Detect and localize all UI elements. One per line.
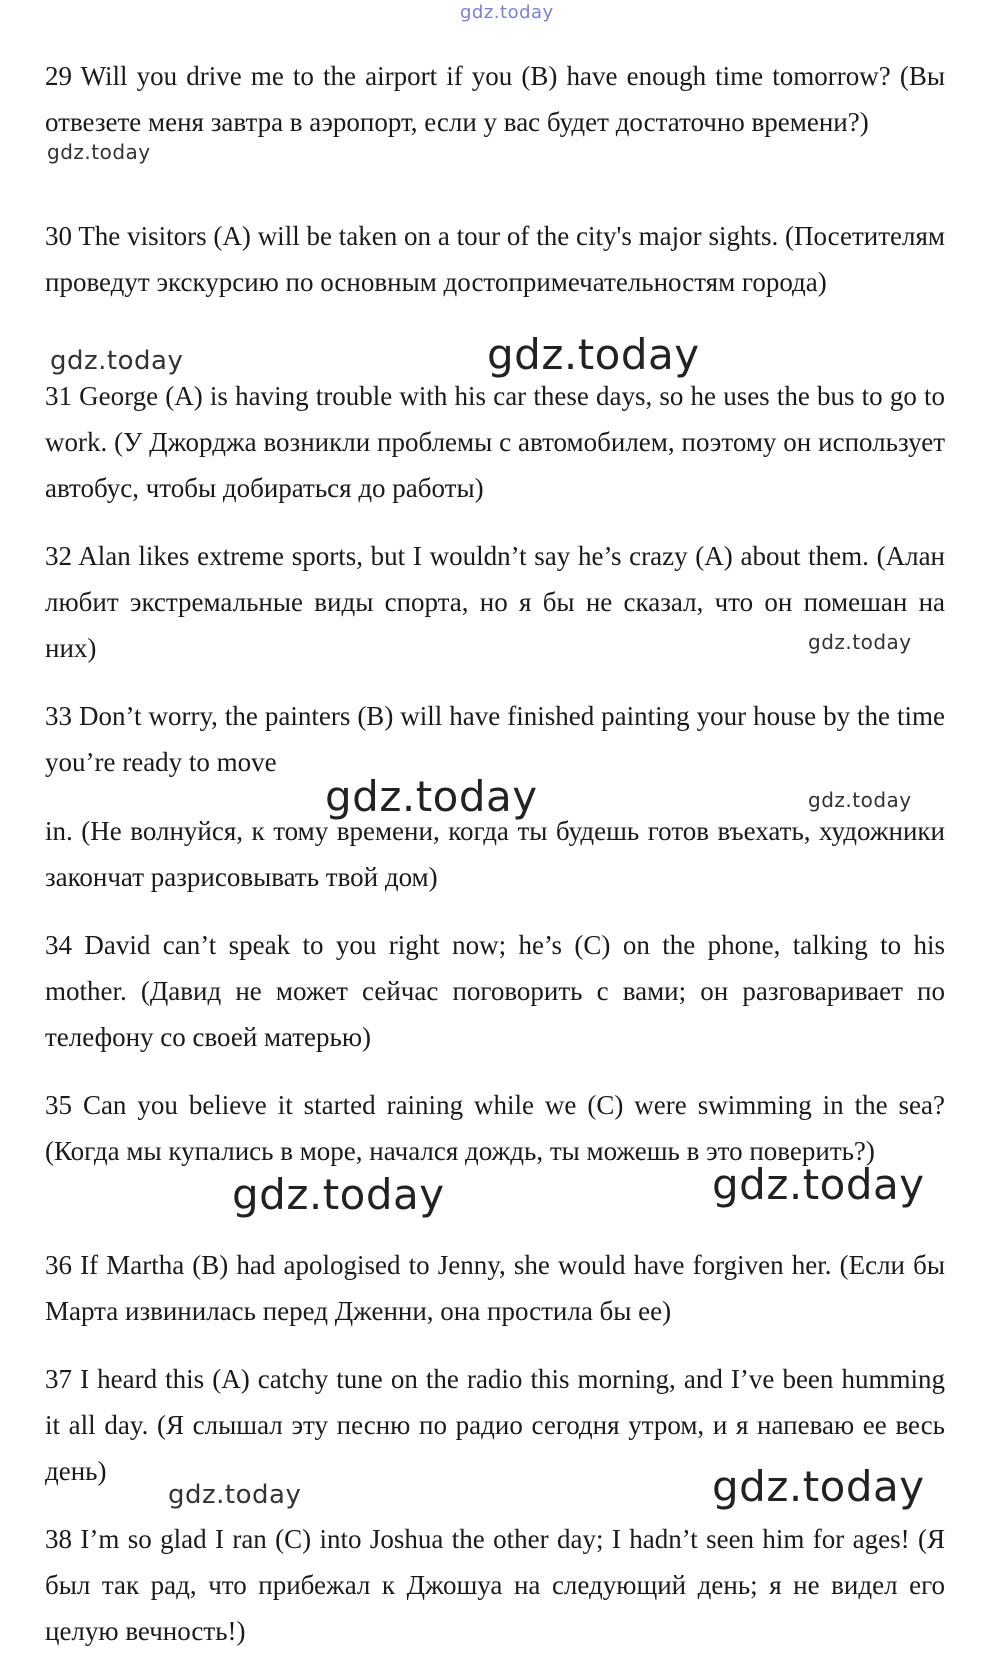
answer-item-33-part1: 33 Don’t worry, the painters (B) will have finished painting your house by the time you’re ready to move <box>45 701 945 777</box>
answer-item-30: 30 The visitors (A) will be taken on a tour of the city's major sights. (Посетителям проведут экскурсию по основным достопримечательностям города) <box>45 221 945 297</box>
watermark-top: gdz.today <box>460 2 554 23</box>
answer-item-33-part2: in. (Не волнуйся, к тому времени, когда ты будешь готов въехать, художники закончат разрисовывать твой дом) <box>45 816 945 892</box>
answer-item-38: 38 I’m so glad I ran (C) into Joshua the other day; I hadn’t seen him for ages! (Я был так рад, что прибежал к Джошуа на следующий день; я не видел его целую вечность!) <box>45 1524 945 1646</box>
answer-page <box>45 0 945 1678</box>
watermark: gdz.today <box>712 1462 925 1511</box>
watermark: gdz.today <box>50 346 184 376</box>
watermark: gdz.today <box>808 630 912 654</box>
answer-item-34: 34 David can’t speak to you right now; he’s (C) on the phone, talking to his mother. (Давид не может сейчас поговорить с вами; он разговаривает по телефону со своей матерью) <box>45 930 945 1052</box>
watermark: gdz.today <box>168 1480 302 1510</box>
watermark: gdz.today <box>487 330 700 379</box>
answer-item-36: 36 If Martha (B) had apologised to Jenny, she would have forgiven her. (Если бы Марта извинилась перед Дженни, она простила бы ее) <box>45 1250 945 1326</box>
watermark: gdz.today <box>47 140 151 164</box>
answer-item-35: 35 Can you believe it started raining while we (C) were swimming in the sea? (Когда мы купались в море, начался дождь, ты можешь в это поверить?) <box>45 1090 945 1166</box>
answer-item-37: 37 I heard this (A) catchy tune on the radio this morning, and I’ve been humming it all day. (Я слышал эту песню по радио сегодня утром, и я напеваю ее весь день) <box>45 1364 945 1486</box>
watermark: gdz.today <box>232 1170 445 1219</box>
watermark: gdz.today <box>325 772 538 821</box>
answer-item-32: 32 Alan likes extreme sports, but I wouldn’t say he’s crazy (A) about them. (Алан любит экстремальные виды спорта, но я бы не сказал, что он помешан на них) <box>45 541 945 663</box>
watermark: gdz.today <box>808 788 912 812</box>
watermark: gdz.today <box>712 1160 925 1209</box>
answer-item-29: 29 Will you drive me to the airport if you (B) have enough time tomorrow? (Вы отвезете меня завтра в аэропорт, если у вас будет достаточно времени?) <box>45 61 945 137</box>
answer-item-31: 31 George (A) is having trouble with his car these days, so he uses the bus to go to work. (У Джорджа возникли проблемы с автомобилем, поэтому он использует автобус, чтобы добираться до работы) <box>45 381 945 503</box>
